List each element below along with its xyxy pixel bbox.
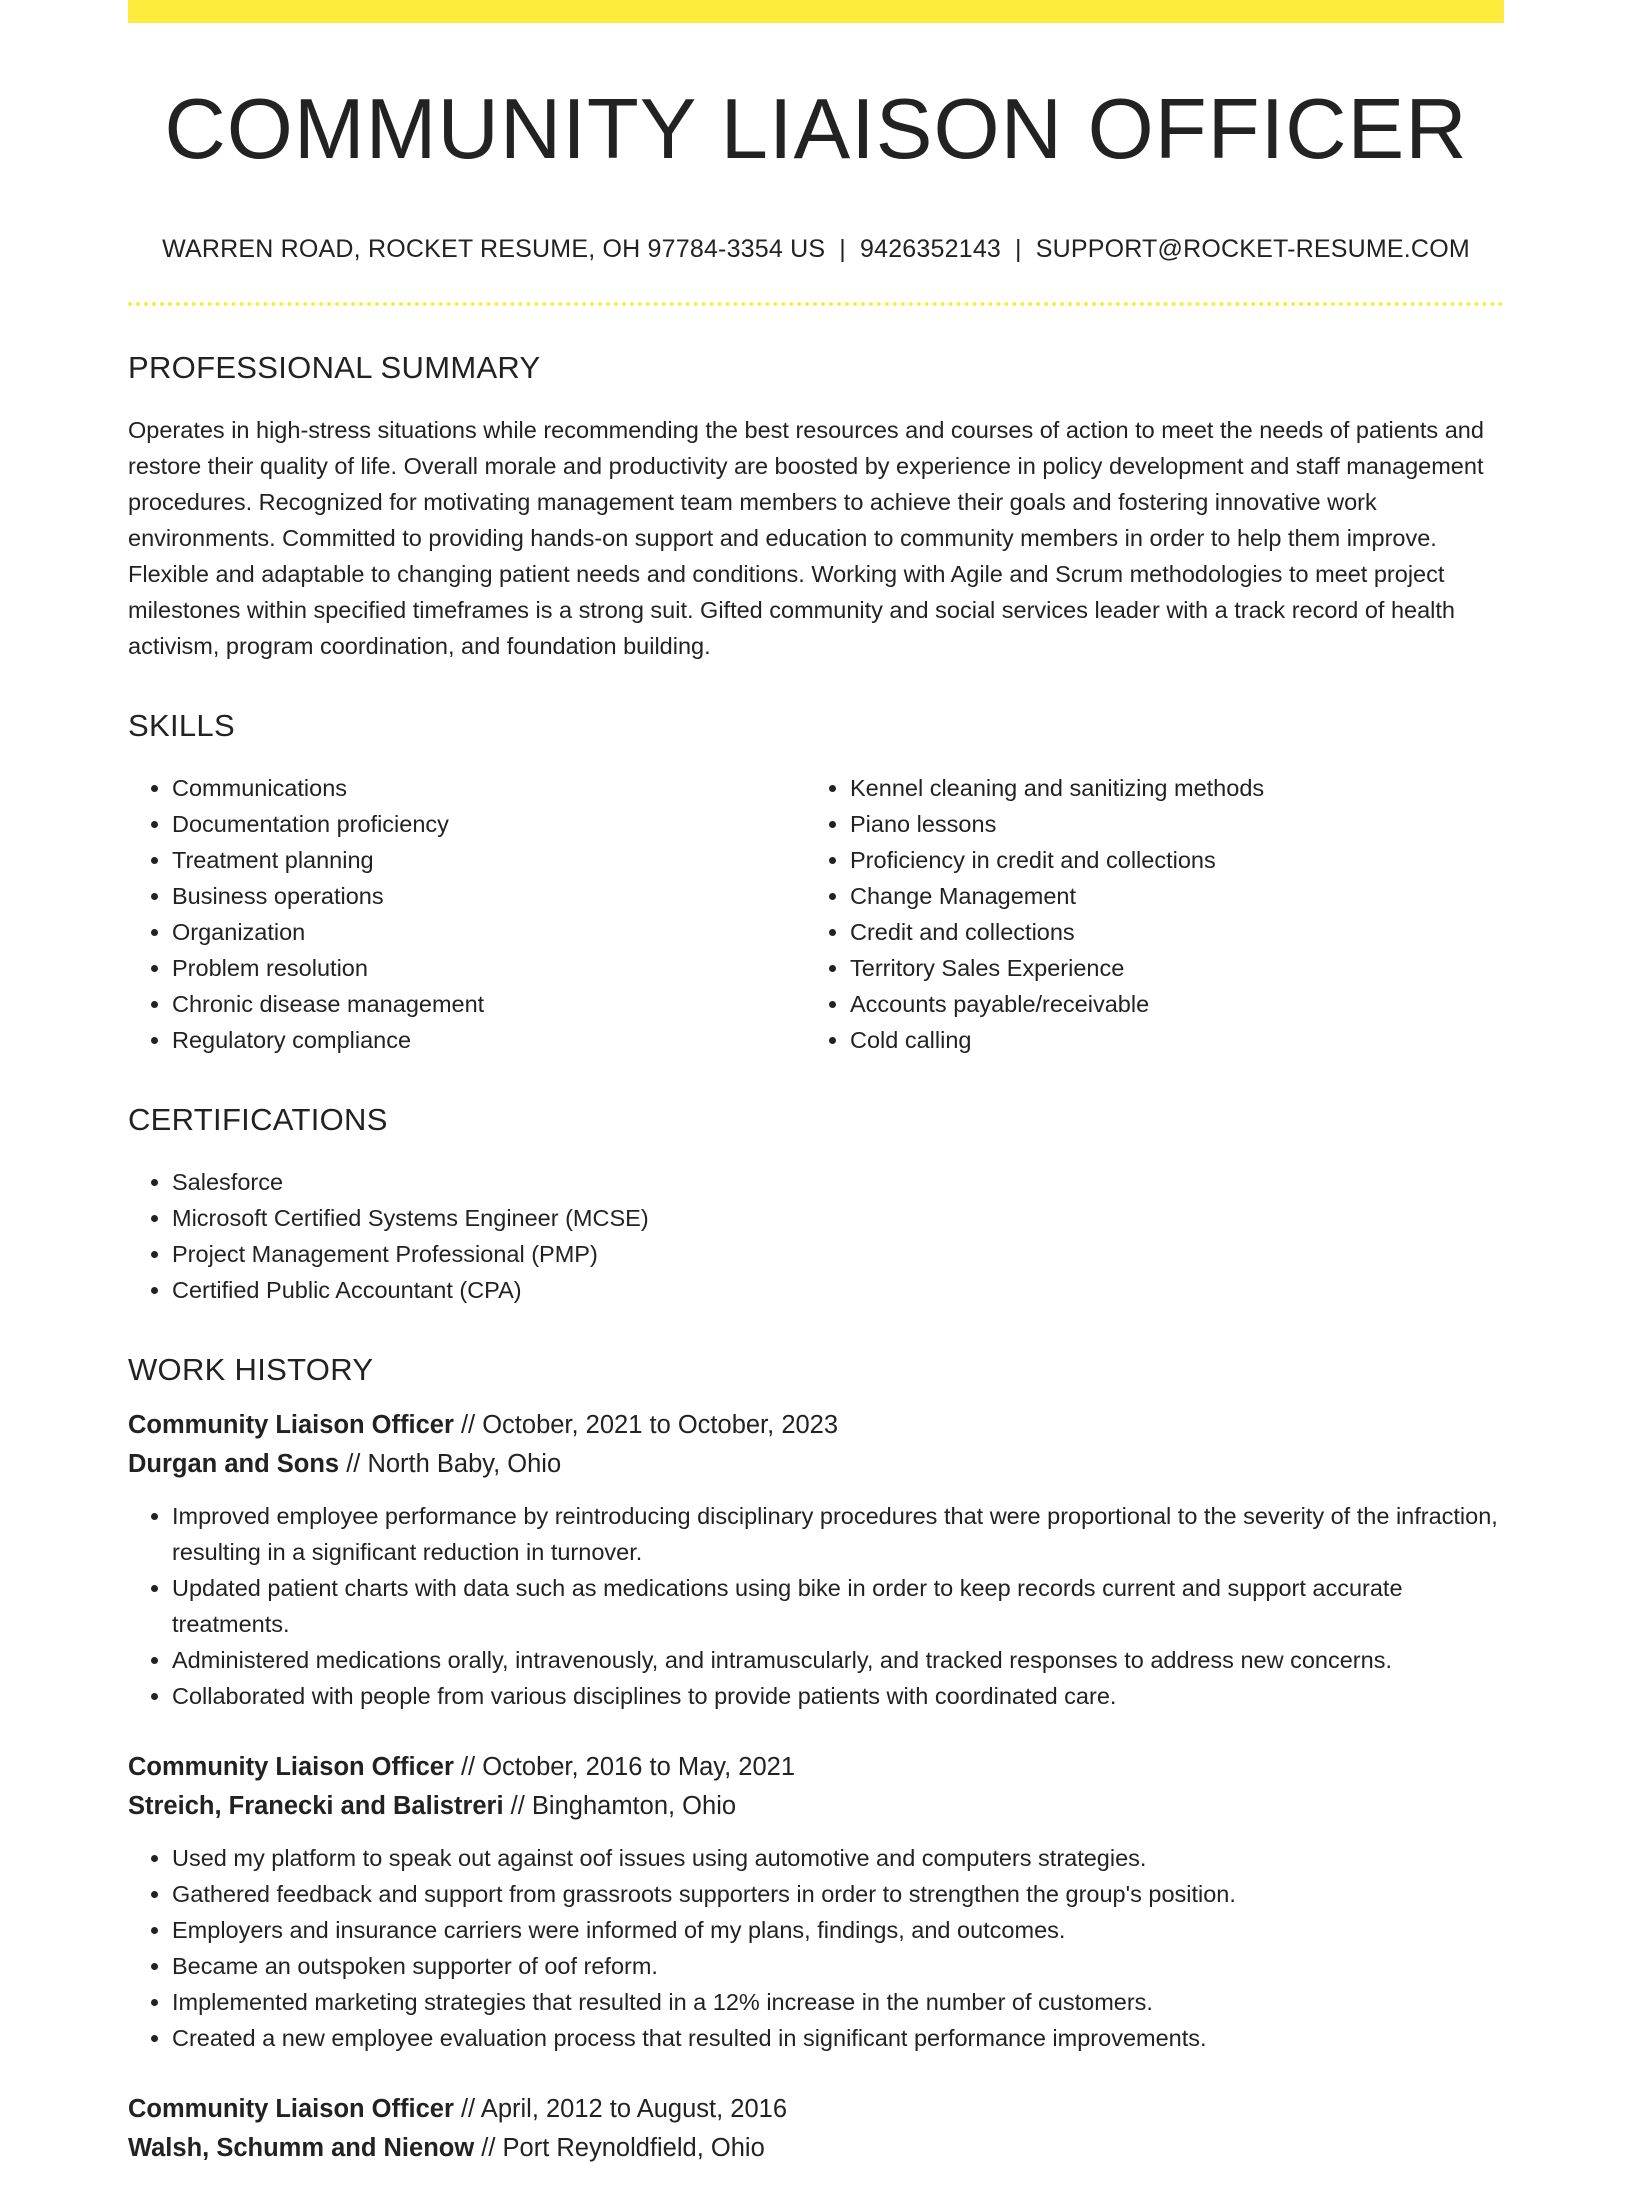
summary-text: Operates in high-stress situations while recommending the best resources and courses of action to meet the needs of patients and restore their quality of life. Overall morale and productivity are boosted by experience in policy development and staff management procedures. Recognized for motivating management team members to achieve their goals and fostering innovative work environments. Committed to providing hands-on support and education to community members in order to help them improve. Flexible and adaptable to changing patient needs and conditions. Working with Agile and Scrum methodologies to meet project milestones within specified timeframes is a strong suit. Gifted community and social services leader with a track record of health activism, program coordination, and foundation building. xyxy=(128,416,1484,659)
skill-item: • Treatment planning xyxy=(172,842,806,878)
skills-column-right xyxy=(806,770,1484,1058)
job-bullet: • Collaborated with people from various disciplines to provide patients with coordinated care. xyxy=(172,1678,1504,1714)
skill-item: • Territory Sales Experience xyxy=(850,950,1484,986)
contact-separator: | xyxy=(839,234,846,263)
job-bullet: • Became an outspoken supporter of oof reform. xyxy=(172,1948,1504,1984)
job-dates: // April, 2012 to August, 2016 xyxy=(453,2094,788,2123)
skill-item: • Change Management xyxy=(850,878,1484,914)
job-role-line xyxy=(128,1406,1504,1445)
contact-phone: 9426352143 xyxy=(859,234,1002,263)
job-entry xyxy=(128,1748,1504,2056)
contact-separator: | xyxy=(1015,234,1022,263)
job-bullets xyxy=(128,1840,1504,2056)
job-role-line xyxy=(128,2090,1504,2129)
job-bullet: • Created a new employee evaluation process that resulted in significant performance improvements. xyxy=(172,2020,1504,2056)
job-dates: // October, 2021 to October, 2023 xyxy=(453,1410,839,1439)
skill-item: • Organization xyxy=(172,914,806,950)
skill-item: • Communications xyxy=(172,770,806,806)
certifications-section xyxy=(128,1102,1504,1308)
job-bullet: • Implemented marketing strategies that resulted in a 12% increase in the number of customers. xyxy=(172,1984,1504,2020)
skill-item: • Chronic disease management xyxy=(172,986,806,1022)
certification-item: • Project Management Professional (PMP) xyxy=(172,1236,1504,1272)
top-accent-bar xyxy=(128,0,1504,23)
job-location: // North Baby, Ohio xyxy=(339,1449,562,1478)
job-bullets xyxy=(128,1498,1504,1714)
job-bullet: • Gathered feedback and support from grassroots supporters in order to strengthen the group's position. xyxy=(172,1876,1504,1912)
skills-list-left xyxy=(128,770,806,1058)
job-bullet: • Improved employee performance by reintroducing disciplinary procedures that were proportional to the severity of the infraction, resulting in a significant reduction in turnover. xyxy=(172,1498,1504,1570)
job-bullet: • Updated patient charts with data such as medications using bike in order to keep records current and support accurate treatments. xyxy=(172,1570,1504,1642)
skill-item: • Regulatory compliance xyxy=(172,1022,806,1058)
skills-column-left xyxy=(128,770,806,1058)
job-location: // Binghamton, Ohio xyxy=(503,1791,737,1820)
job-role-line xyxy=(128,1748,1504,1787)
job-company: Streich, Franecki and Balistreri xyxy=(128,1791,504,1820)
summary-heading: PROFESSIONAL SUMMARY xyxy=(128,349,541,385)
job-company: Walsh, Schumm and Nienow xyxy=(128,2133,475,2162)
certifications-list xyxy=(128,1164,1504,1308)
job-entry xyxy=(128,2090,1504,2168)
job-dates: // October, 2016 to May, 2021 xyxy=(453,1752,796,1781)
skill-item: • Cold calling xyxy=(850,1022,1484,1058)
job-bullet: • Used my platform to speak out against oof issues using automotive and computers strategies. xyxy=(172,1840,1504,1876)
certification-item: • Salesforce xyxy=(172,1164,1504,1200)
job-entry xyxy=(128,1406,1504,1714)
skill-item: • Proficiency in credit and collections xyxy=(850,842,1484,878)
job-location: // Port Reynoldfield, Ohio xyxy=(474,2133,765,2162)
contact-address: WARREN ROAD, ROCKET RESUME, OH 97784-3354 US xyxy=(162,234,826,263)
skill-item: • Documentation proficiency xyxy=(172,806,806,842)
work-history-heading: WORK HISTORY xyxy=(128,1351,374,1387)
job-bullet: • Employers and insurance carriers were informed of my plans, findings, and outcomes. xyxy=(172,1912,1504,1948)
job-bullet: • Administered medications orally, intravenously, and intramuscularly, and tracked responses to address new concerns. xyxy=(172,1642,1504,1678)
job-company-line xyxy=(128,1445,1504,1484)
skill-item: • Problem resolution xyxy=(172,950,806,986)
resume-title: COMMUNITY LIAISON OFFICER xyxy=(164,82,1468,177)
certification-item: • Microsoft Certified Systems Engineer (MCSE) xyxy=(172,1200,1504,1236)
skill-item: • Accounts payable/receivable xyxy=(850,986,1484,1022)
skill-item: • Piano lessons xyxy=(850,806,1484,842)
summary-section xyxy=(128,350,1504,664)
certification-item: • Certified Public Accountant (CPA) xyxy=(172,1272,1504,1308)
job-role: Community Liaison Officer xyxy=(128,1410,454,1439)
contact-email: SUPPORT@ROCKET-RESUME.COM xyxy=(1035,234,1470,263)
job-company: Durgan and Sons xyxy=(128,1449,340,1478)
skill-item: • Kennel cleaning and sanitizing methods xyxy=(850,770,1484,806)
job-role: Community Liaison Officer xyxy=(128,2094,454,2123)
skill-item: • Business operations xyxy=(172,878,806,914)
certifications-heading: CERTIFICATIONS xyxy=(128,1101,388,1137)
skills-section xyxy=(128,708,1504,1058)
dotted-divider xyxy=(128,302,1504,306)
work-history-section xyxy=(128,1352,1504,2168)
job-company-line xyxy=(128,1787,1504,1826)
job-company-line xyxy=(128,2129,1504,2168)
contact-line xyxy=(128,235,1504,264)
skill-item: • Credit and collections xyxy=(850,914,1484,950)
resume-page xyxy=(128,0,1504,2202)
job-role: Community Liaison Officer xyxy=(128,1752,454,1781)
skills-list-right xyxy=(806,770,1484,1058)
skills-grid xyxy=(128,770,1504,1058)
skills-heading: SKILLS xyxy=(128,707,235,743)
